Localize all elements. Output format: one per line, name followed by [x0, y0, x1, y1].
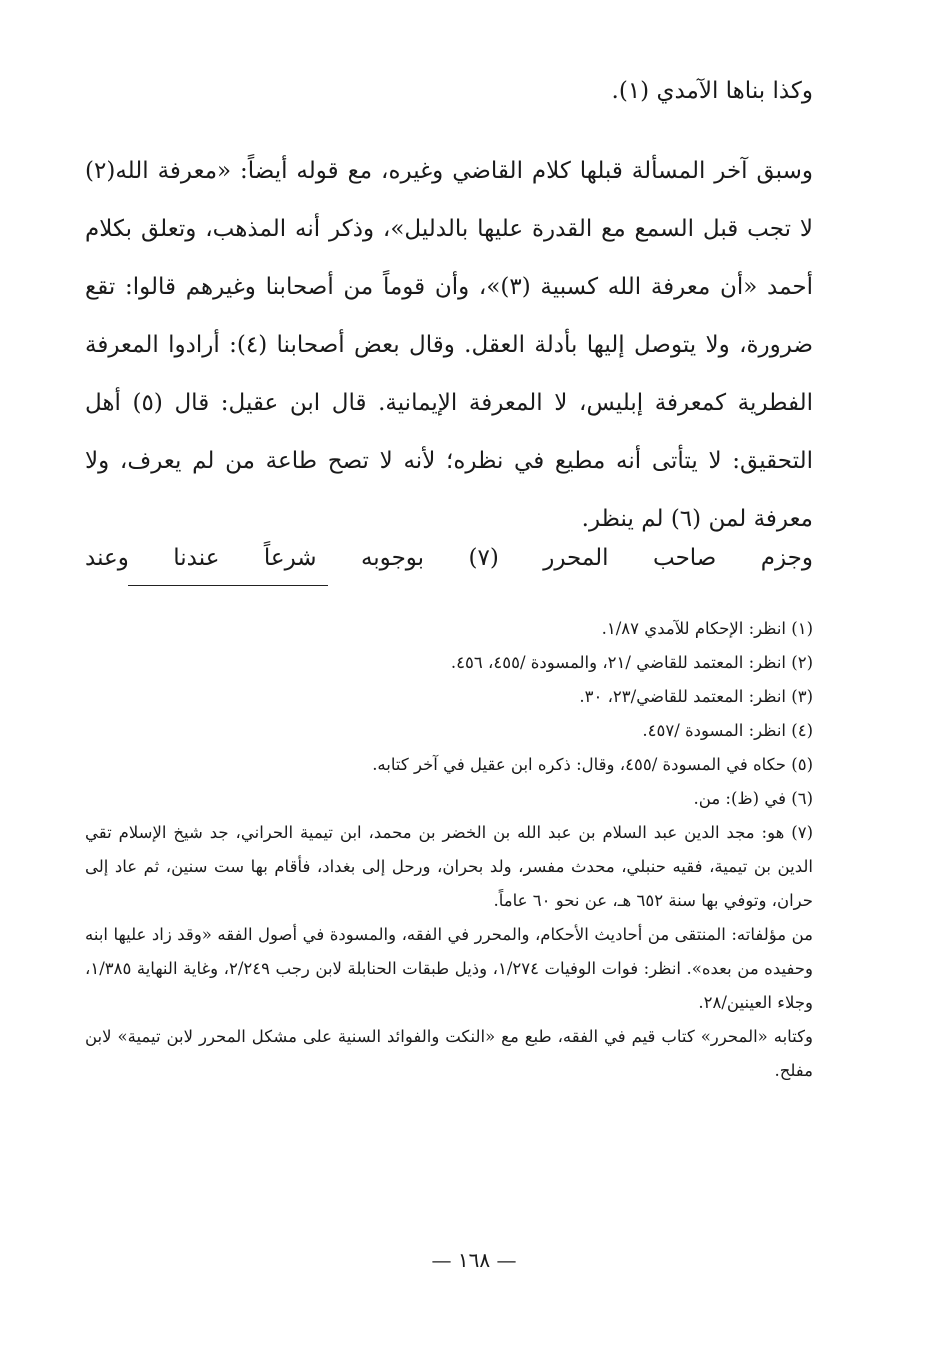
paragraph-1: وكذا بناها الآمدي (١). — [611, 78, 813, 104]
footnote-separator — [128, 585, 328, 586]
footnotes — [85, 612, 813, 1088]
footnote-5: (٥) حكاه في المسودة /٤٥٥، وقال: ذكره ابن عقيل في آخر كتابه. — [372, 755, 813, 774]
page-number: — ١٦٨ — — [431, 1248, 517, 1272]
footnote-7-book: وكتابه «المحرر» كتاب قيم في الفقه، طبع مع «النكت والفوائد السنية على مشكل المحرر لابن تيمية» لابن مفلح. — [85, 1027, 813, 1080]
paragraph-3: وجزم صاحب المحرر (٧) بوجوبه شرعاً عندنا وعند — [85, 545, 814, 571]
footnote-7-works: من مؤلفاته: المنتقى من أحاديث الأحكام، والمحرر في الفقه، والمسودة في أصول الفقه «وقد زاد عليها ابنه وحفيده من بعده». انظر: فوات الوفيات ١/٢٧٤، وذيل طبقات الحنابلة لابن رجب ٢/٢٤٩، وغاية النهاية ١/٣٨٥، وجلاء العينين/٢٨. — [85, 925, 813, 1012]
footnote-2: (٢) انظر: المعتمد للقاضي /٢١، والمسودة /٤٥٥، ٤٥٦. — [450, 653, 813, 672]
footnote-6: (٦) في (ظ): من. — [693, 789, 813, 808]
footnote-3: (٣) انظر: المعتمد للقاضي/٢٣، ٣٠. — [579, 687, 813, 706]
main-text — [85, 62, 813, 548]
footnote-1: (١) انظر: الإحكام للآمدي ١/٨٧. — [601, 619, 813, 638]
paragraph-2: وسبق آخر المسألة قبلها كلام القاضي وغيره، مع قوله أيضاً: «معرفة الله(٢) لا تجب قبل السمع مع القدرة عليها بالدليل»، وذكر أنه المذهب، وتعلق بكلام أحمد «أن معرفة الله كسبية (٣)»، وأن قوماً من أصحابنا وغيرهم قالوا: تقع ضرورة، ولا يتوصل إليها بأدلة العقل. وقال بعض أصحابنا (٤): أرادوا المعرفة الفطرية كمعرفة إبليس، لا المعرفة الإيمانية. قال ابن عقيل: قال (٥) أهل التحقيق: لا يتأتى أنه مطيع في نظره؛ لأنه لا تصح طاعة من لم يعرف، ولا معرفة لمن (٦) لم ينظر. — [85, 158, 814, 532]
footnote-7: (٧) هو: مجد الدين عبد السلام بن عبد الله بن الخضر بن محمد، ابن تيمية الحراني، جد شيخ الإسلام تقي الدين بن تيمية، فقيه حنبلي، محدث مفسر، ولد بحران، ورحل إلى بغداد، فأقام بها ست سنين، ثم عاد إلى حران، وتوفي بها سنة ٦٥٢ هـ، عن نحو ٦٠ عاماً. — [85, 823, 813, 910]
footnote-4: (٤) انظر: المسودة /٤٥٧. — [642, 721, 813, 740]
